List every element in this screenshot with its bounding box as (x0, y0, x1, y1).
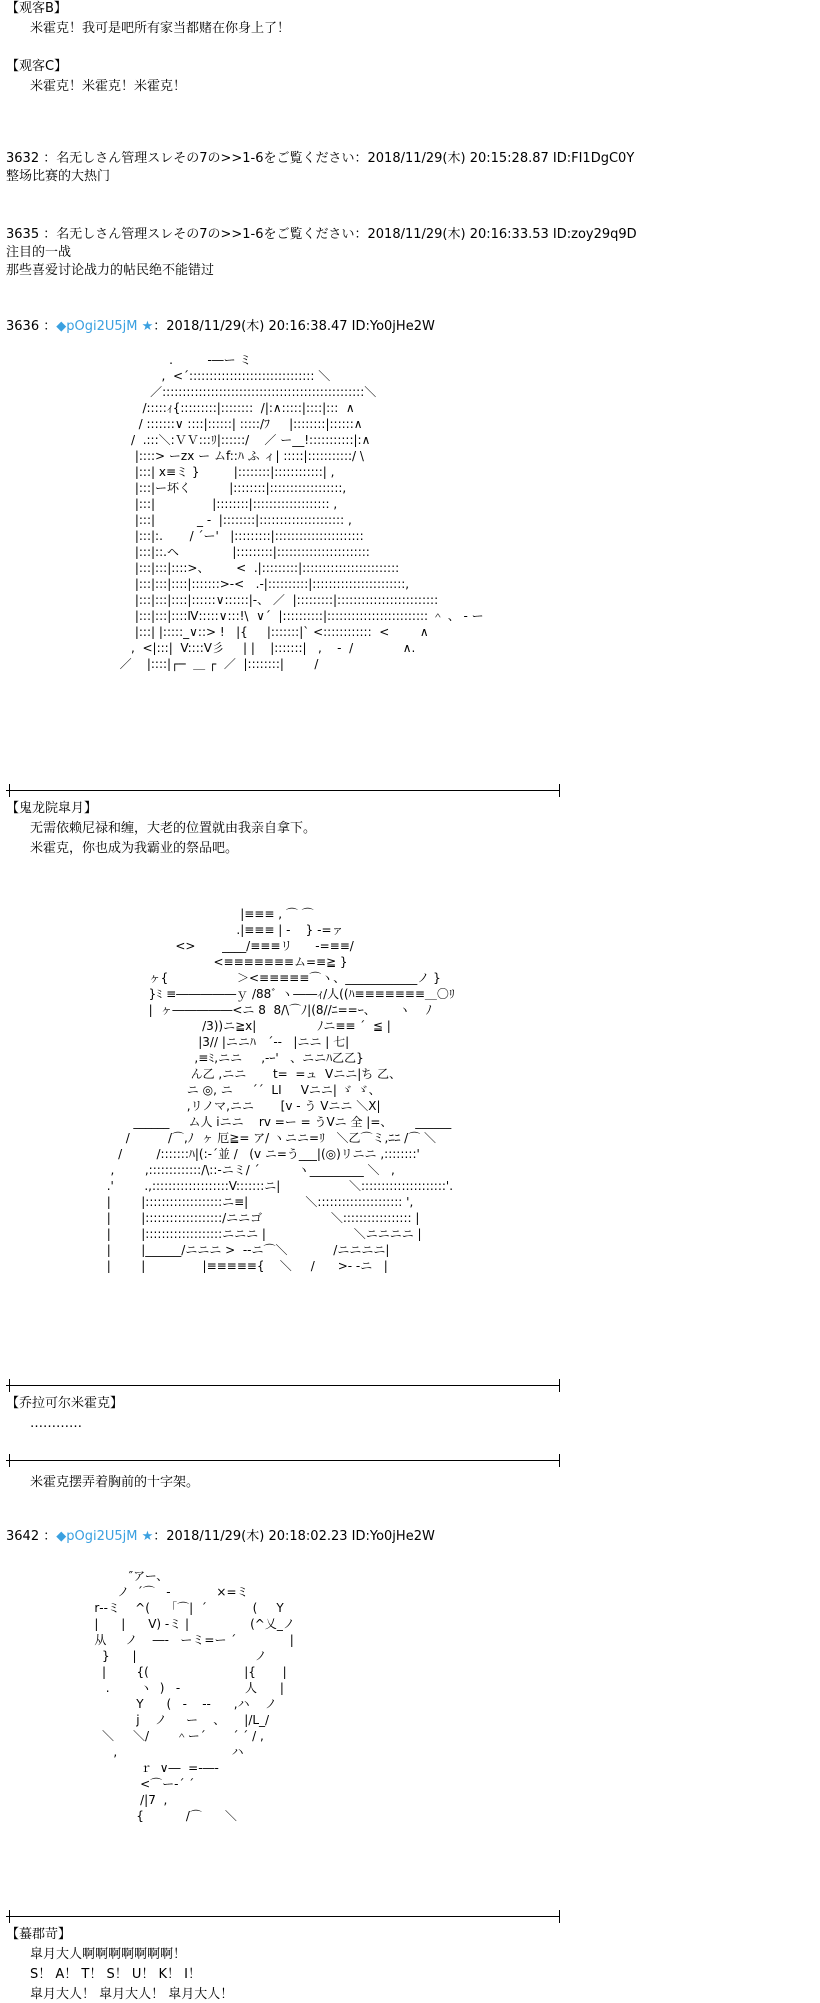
art-line: |:::|ー坏く |::::::::|::::::::::::::::::, (134, 481, 347, 495)
divider (6, 790, 560, 791)
art-line: / .:::＼:ＶＶ:::ﾘ|::::::/ ／ ー__!:::::::::::|:∧ (131, 433, 371, 447)
art-line: /3))ニ≧x| ﾉニ≡≡ ´ ≦ | (202, 1019, 391, 1033)
art-line: { /⌒ ＼ (60, 1809, 237, 1823)
speaker-name-c: 【观客C】 (6, 59, 68, 74)
post-meta: ：2018/11/29(木) 20:16:38.47 ID:Yo0jHe2W (153, 319, 435, 334)
art-line: |:::|:::|::::>、 < .|:::::::::|:::::::::::::::::::::::: (134, 561, 400, 575)
art-line: / /:::::::ﾊ|(:-´並 / (v ニ=う___|(◎)リニニ ,::::::::' (118, 1147, 420, 1161)
art-line: .' .,:::::::::::::::::::V:::::::ニ| ＼:::::::::::::::::::::'. (106, 1179, 454, 1193)
art-line: | |:::::::::::::::::::ニニニ | ＼ニニニニ | (106, 1227, 422, 1241)
divider (6, 1916, 560, 1917)
post-body-line: 整场比赛的大热门 (6, 169, 111, 184)
art-line: |:::|:::|::::|:::::::>-< .-|::::::::::|:::::::::::::::::::::::, (134, 577, 410, 591)
art-line: , <´::::::::::::::::::::::::::::::: ＼ (161, 369, 331, 383)
speaker-name-houjou: 【蟇郡苛】 (6, 1927, 72, 1942)
divider (6, 1460, 560, 1461)
art-line: } | ノ (101, 1649, 267, 1663)
art-line: , <|:::| V::::V彡 | | |:::::::| , - / ∧. (131, 641, 416, 655)
art-line: |:::| |:::::_∨::> ! |{ |:::::::|` <:::::::::::: < ∧ (134, 625, 429, 639)
dialog-line: S！ A！ T！ S！ U！ K！ I！ (30, 1967, 202, 1982)
art-line: , ハ (113, 1745, 244, 1759)
post-header-3642 (6, 1528, 435, 1545)
speaker-name-satsuki: 【鬼龙院皐月】 (6, 801, 98, 816)
art-line: ,リノマ,ニニ [v - う Vニニ ＼Ⅹ| (186, 1099, 381, 1113)
trip-code[interactable]: ◆pOgi2U5jM ★ (56, 319, 154, 334)
art-line: | ヶ―――――<ニ 8 8/\⌒ﾉ|(8//ﾆ==ｰ、 ヽ ﾉ (148, 1003, 432, 1017)
art-line: / :::::::∨ ::::|::::::| :::::/ﾌ |::::::::|::::::∧ (138, 417, 363, 431)
dialog-line: 米霍克！我可是吧所有家当都赌在你身上了！ (30, 21, 291, 36)
dialog-line: 无需依赖尼禄和缠，大老的位置就由我亲自拿下。 (30, 821, 317, 836)
post-body-line: 那些喜爱讨论战力的帖民绝不能错过 (6, 263, 215, 278)
art-line: ＼ ＼/ ＾ー´ ´ ´ / , (101, 1729, 264, 1743)
art-line: ニ ◎, ニ ´´ LI Vニニ| ゞ ゞ、 (186, 1083, 381, 1097)
narration-line: 米霍克摆弄着胸前的十字架。 (30, 1475, 200, 1490)
art-line: / /⌒,ﾉ ヶ 厄≧= ア/ ヽニニ=ﾘ ＼乙⌒ミ,ﾆﾆ /⌒ ＼ (125, 1131, 437, 1145)
art-line: ,≡ﾐ,ニニ ,‐ｰ' 、ニニﾊ乙乙} (194, 1051, 364, 1065)
art-line: |:::| _ - |::::::::|::::::::::::::::::::: , (134, 513, 352, 527)
art-line: . -―ー ミ (169, 353, 252, 367)
dialog-line: 皐月大人！ 皐月大人！ 皐月大人！ (30, 1987, 234, 2002)
post-header-3636 (6, 318, 435, 335)
art-line: ______ ム人 iニニ rv =ー = うVニ 全 |=、 ______ (133, 1115, 452, 1129)
speaker-name-mihawk: 【乔拉可尔米霍克】 (6, 1396, 124, 1411)
post-body-line: 注目的一战 (6, 245, 72, 260)
art-line: |:::|:::|::::Ⅳ:::::∨:::!\ ∨´ |::::::::::|::::::::::::::::::::::::: ＾ 、 - ー (134, 609, 484, 623)
art-line: ん乙 ,ニニ t= =ュ Vニニ|ち 乙、 (190, 1067, 402, 1081)
post-meta: ：2018/11/29(木) 20:18:02.23 ID:Yo0jHe2W (153, 1529, 435, 1544)
trip-code[interactable]: ◆pOgi2U5jM ★ (56, 1529, 154, 1544)
dialog-line: ………… (30, 1416, 82, 1431)
art-line: /|7 , (140, 1793, 168, 1807)
art-line: |3// |ニニﾊ ´‐‐ |ニニ | 七| (198, 1035, 350, 1049)
art-line: <≡≡≡≡≡≡≡ム=≡≧ } (213, 955, 348, 969)
art-line: <⌒ー‐´ ´ (140, 1777, 195, 1791)
divider (6, 1385, 560, 1386)
art-line: ノ ´⌒ - ×=ミ (117, 1585, 249, 1599)
art-line: ／ |::::|┌─ ＿ ┌ ／ |::::::::| / (70, 657, 319, 671)
art-line: | |:::::::::::::::::::/ニニゴ ＼::::::::::::::::: | (106, 1211, 420, 1225)
art-line: |::::> ーzx ー ムf::ﾊ ふ ィ| :::::|:::::::::::/ \ (134, 449, 364, 463)
art-line: | {( |{ | (101, 1665, 287, 1679)
ascii-art-satsuki (70, 352, 484, 672)
art-line: |:::| |::::::::|::::::::::::::::::: , (134, 497, 338, 511)
speaker-name-b: 【观客B】 (6, 1, 67, 16)
art-line: 从 ノ ―- ーミ=ー ´ | (94, 1633, 294, 1647)
art-line: .|≡≡≡ | - } -=ァ (236, 923, 344, 937)
dialog-line: 皐月大人啊啊啊啊啊啊啊！ (30, 1947, 187, 1962)
art-line: r‐‐ミ ^( 「⌒| ´ ( Y (94, 1601, 284, 1615)
post-header-3635: 3635 ：名无しさん管理スレその7の>>1-6をご覧ください：2018/11/29(木) 20:16:33.53 ID:zoy29q9D (6, 227, 637, 242)
post-number: 3636 ： (6, 319, 57, 334)
art-line: |:::|:. / ´ー' |:::::::::|:::::::::::::::::::::: (134, 529, 364, 543)
art-line: | |:::::::::::::::::::ニ≡| ＼::::::::::::::::::::: ', (106, 1195, 414, 1209)
art-line: /:::::ｨ{:::::::::|:::::::: /|:∧:::::|::::|::: ∧ (142, 401, 355, 415)
art-line: . ヽ ) - 人 | (105, 1681, 284, 1695)
art-line: |:::|:::|::::|::::::∨::::::|-、 ／ |:::::::::|::::::::::::::::::::::::: (134, 593, 439, 607)
art-line: | |______/ニニニ > ‐‐ニ⌒＼ /ニニニニ| (106, 1243, 390, 1257)
art-line: |≡≡≡ , ⌒ ⌒ (240, 907, 314, 921)
post-number: 3642 ： (6, 1529, 57, 1544)
art-line: ／::::::::::::::::::::::::::::::::::::::::::::::::::＼ (150, 385, 377, 399)
art-line: }ﾐ ≡―――――ｙ /88ﾞ ヽ――ｨ/人((ﾊ≡≡≡≡≡≡≡＿〇ﾘ (148, 987, 455, 1001)
art-line: Y ( ‐ ‐‐ ,ハ ノ (136, 1697, 277, 1711)
art-line: <> ____/≡≡≡リ -=≡≡/ (175, 939, 354, 953)
dialog-line: 米霍克，你也成为我霸业的祭品吧。 (30, 841, 239, 856)
ascii-art-mihawk (80, 906, 455, 1274)
art-line: |:::| x≡ミ } |::::::::|::::::::::::| , (134, 465, 335, 479)
dialog-line: 米霍克！米霍克！米霍克！ (30, 79, 187, 94)
art-line: | | |≡≡≡≡≡{ ＼ / >‐ ‐ニ | (80, 1259, 388, 1273)
art-line: ヶ{ ＞<≡≡≡≡≡⌒ヽ、____________ノ } (148, 971, 441, 985)
art-line: ″アー、 (128, 1569, 169, 1583)
art-line: ｒ ∨― =‐―‐ (140, 1761, 219, 1775)
art-line: | | Ⅴ) -ミ | (^乂_ノ (94, 1617, 295, 1631)
art-line: |:::|::.ヘ |:::::::::|::::::::::::::::::::::: (134, 545, 370, 559)
art-line: j ノ ー 、 |/L_/ (136, 1713, 270, 1727)
post-header-3632: 3632 ：名无しさん管理スレその7の>>1-6をご覧ください：2018/11/29(木) 20:15:28.87 ID:FI1DgC0Y (6, 151, 635, 166)
ascii-art-houjou (60, 1568, 295, 1824)
art-line: , ,:::::::::::::/\::-ニミ/ ´ ヽ_________ ＼ , (110, 1163, 395, 1177)
